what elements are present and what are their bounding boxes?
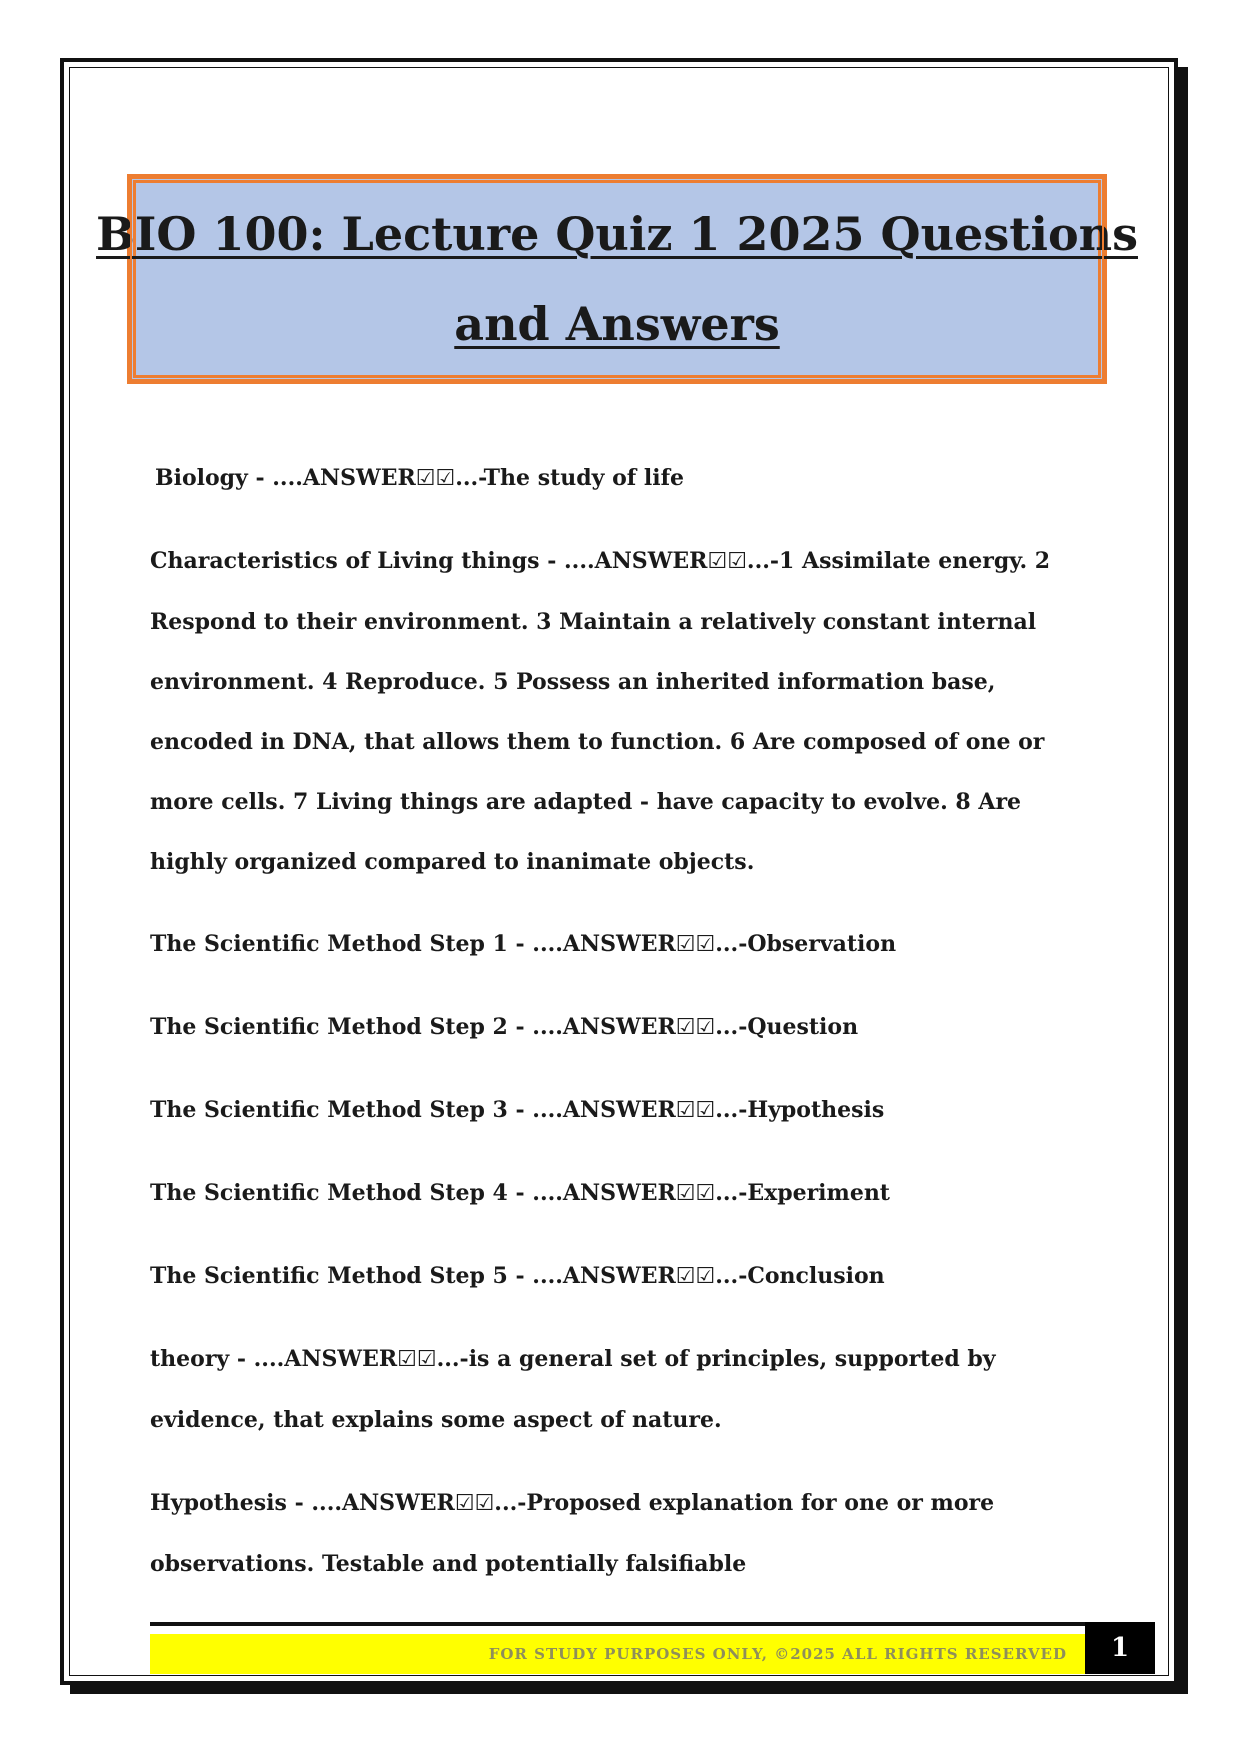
qa-separator-prefix: - ....ANSWER bbox=[507, 1263, 676, 1289]
qa-item-characteristics bbox=[150, 531, 1080, 892]
qa-answer: Proposed explanation for one or more observations. Testable and potentially falsifiable bbox=[150, 1490, 995, 1577]
title-box bbox=[96, 174, 1138, 384]
page-number: 1 bbox=[1110, 1633, 1130, 1663]
qa-item-hypothesis bbox=[150, 1473, 1080, 1594]
checkbox-checked-icon: ☑☑ bbox=[675, 1098, 716, 1123]
checkbox-checked-icon: ☑☑ bbox=[675, 1264, 716, 1289]
qa-answer: The study of life bbox=[483, 465, 685, 491]
qa-separator-suffix: ...- bbox=[715, 1180, 748, 1206]
qa-item-step-2 bbox=[150, 997, 1080, 1058]
document-title-line-1: BIO 100: Lecture Quiz 1 2025 Questions bbox=[96, 207, 1138, 261]
checkbox-checked-icon: ☑☑ bbox=[397, 1347, 437, 1372]
qa-separator-suffix: ...- bbox=[715, 931, 748, 957]
qa-item-step-5 bbox=[150, 1246, 1080, 1307]
checkbox-checked-icon: ☑☑ bbox=[675, 1181, 716, 1206]
qa-answer: 1 Assimilate energy. 2 Respond to their environment. 3 Maintain a relatively constant internal environment. 4 Reproduce. 5 Possess an inherited information base, encoded in DNA, that allows them to function. 6 Are composed of one or more cells. 7 Living things are adapted - have capacity to evolve. 8 Are highly organized compared to inanimate objects. bbox=[150, 548, 1051, 875]
qa-separator-suffix: ...- bbox=[715, 1097, 748, 1123]
qa-separator-prefix: - ....ANSWER bbox=[507, 1014, 676, 1040]
checkbox-checked-icon: ☑☑ bbox=[675, 932, 716, 957]
qa-term: Characteristics of Living things bbox=[150, 548, 540, 574]
qa-answer: Hypothesis bbox=[747, 1097, 885, 1123]
qa-separator-suffix: ...- bbox=[746, 548, 780, 574]
document-title-line-2: and Answers bbox=[454, 297, 780, 351]
qa-separator-suffix: ...- bbox=[436, 1346, 469, 1372]
qa-answer: is a general set of principles, supported by evidence, that explains some aspect of nature. bbox=[150, 1346, 996, 1433]
qa-answer: Observation bbox=[747, 931, 897, 957]
footer-band bbox=[150, 1634, 1085, 1674]
qa-separator-prefix: - ....ANSWER bbox=[507, 1180, 676, 1206]
page-number-box bbox=[1085, 1622, 1155, 1674]
qa-term: Biology bbox=[155, 465, 248, 491]
qa-item-step-4 bbox=[150, 1163, 1080, 1224]
qa-separator-prefix: - ....ANSWER bbox=[539, 548, 708, 574]
qa-term: The Scientific Method Step 5 bbox=[150, 1263, 508, 1289]
qa-separator-prefix: - ....ANSWER bbox=[286, 1490, 455, 1516]
checkbox-checked-icon: ☑☑ bbox=[415, 466, 456, 491]
qa-separator-suffix: ...- bbox=[715, 1263, 748, 1289]
qa-separator-prefix: - ....ANSWER bbox=[247, 465, 416, 491]
qa-term: theory bbox=[150, 1346, 230, 1372]
qa-separator-prefix: - ....ANSWER bbox=[229, 1346, 398, 1372]
checkbox-checked-icon: ☑☑ bbox=[454, 1491, 495, 1516]
qa-separator-suffix: ...- bbox=[494, 1490, 527, 1516]
qa-separator-suffix: ...- bbox=[715, 1014, 748, 1040]
qa-separator-prefix: - ....ANSWER bbox=[507, 931, 676, 957]
qa-answer: Experiment bbox=[747, 1180, 890, 1206]
qa-answer: Conclusion bbox=[747, 1263, 885, 1289]
qa-item-step-3 bbox=[150, 1080, 1080, 1141]
qa-item-theory bbox=[150, 1329, 1080, 1450]
qa-item-biology bbox=[155, 448, 1085, 509]
qa-term: The Scientific Method Step 2 bbox=[150, 1014, 508, 1040]
checkbox-checked-icon: ☑☑ bbox=[707, 549, 747, 574]
footer-rule bbox=[150, 1622, 1085, 1626]
qa-term: Hypothesis bbox=[150, 1490, 287, 1516]
qa-answer: Question bbox=[747, 1014, 859, 1040]
qa-separator-prefix: - ....ANSWER bbox=[507, 1097, 676, 1123]
qa-term: The Scientific Method Step 1 bbox=[150, 931, 508, 957]
footer-notice: FOR STUDY PURPOSES ONLY, ©2025 ALL RIGHTS RESERVED bbox=[488, 1645, 1067, 1663]
qa-item-step-1 bbox=[150, 914, 1080, 975]
qa-term: The Scientific Method Step 4 bbox=[150, 1180, 508, 1206]
checkbox-checked-icon: ☑☑ bbox=[675, 1015, 716, 1040]
qa-term: The Scientific Method Step 3 bbox=[150, 1097, 508, 1123]
qa-separator-suffix: ...- bbox=[455, 465, 484, 491]
